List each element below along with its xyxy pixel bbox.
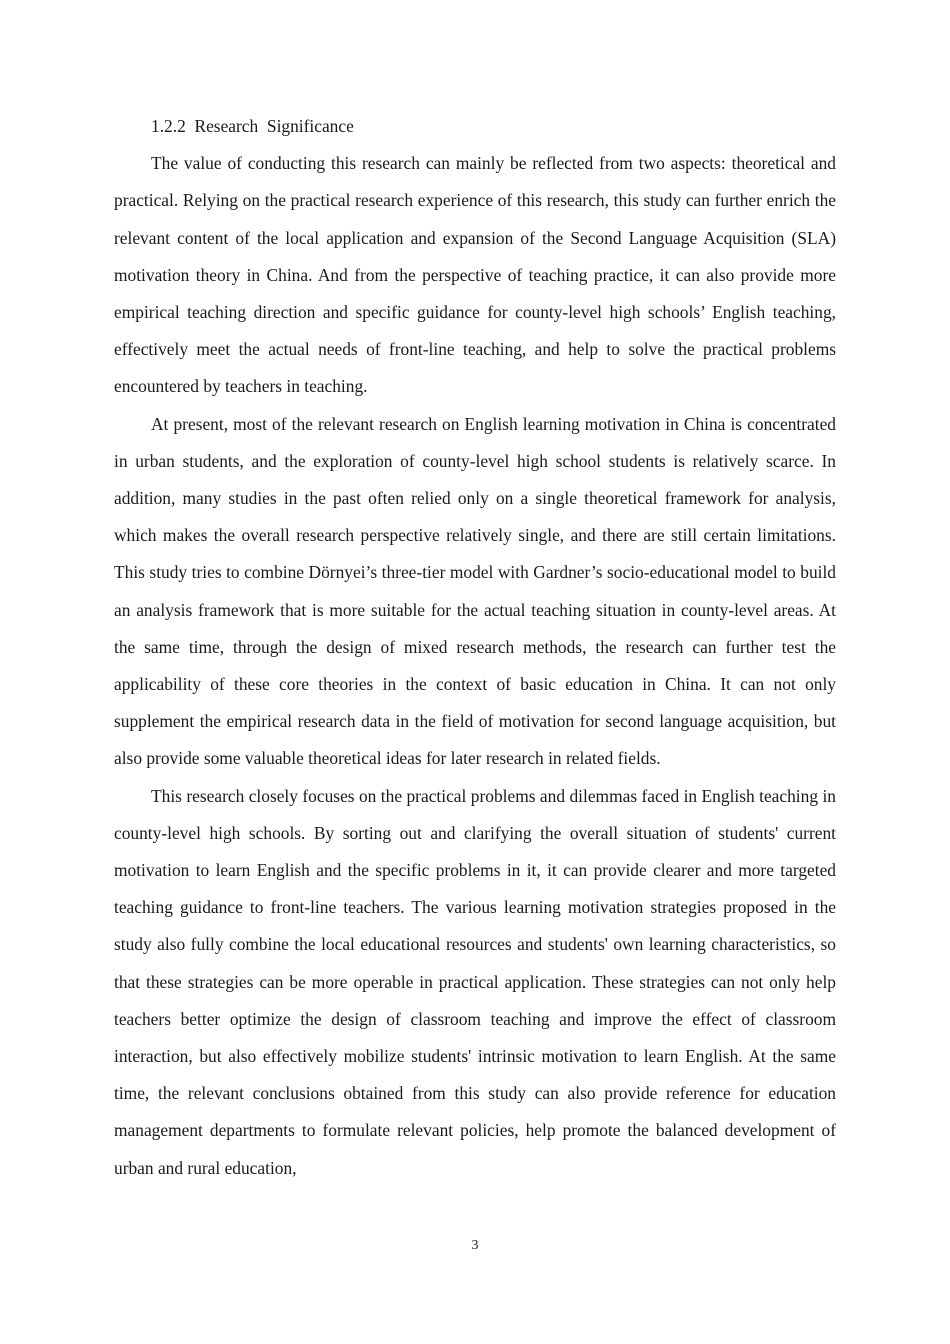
- paragraph-practical-significance: This research closely focuses on the practical problems and dilemmas faced in English teaching in county-level high schools. By sorting out and clarifying the overall situation of students' current motivation to learn English and the specific problems in it, it can provide clearer and more targeted teaching guidance to front-line teachers. The various learning motivation strategies proposed in the study also fully combine the local educational resources and students' own learning characteristics, so that these strategies can be more operable in practical application. These strategies can not only help teachers better optimize the design of classroom teaching and improve the effect of classroom interaction, but also effectively mobilize students' intrinsic motivation to learn English. At the same time, the relevant conclusions obtained from this study can also provide reference for education management departments to formulate relevant policies, help promote the balanced development of urban and rural education,: [114, 785, 836, 1178]
- section-heading: 1.2.2 Research Significance: [151, 116, 354, 136]
- paragraph-theoretical-practical-value: The value of conducting this research can mainly be reflected from two aspects: theoretical and practical. Relying on the practical research experience of this research, this study can further enrich the relevant content of the local application and expansion of the Second Language Acquisition (SLA) motivation theory in China. And from the perspective of teaching practice, it can also provide more empirical teaching direction and specific guidance for county-level high schools’ English teaching, effectively meet the actual needs of front-line teaching, and help to solve the practical problems encountered by teachers in teaching.: [114, 153, 836, 397]
- page-number: 3: [471, 1238, 479, 1253]
- paragraph-theoretical-significance: At present, most of the relevant research on English learning motivation in China is concentrated in urban students, and the exploration of county-level high school students is relatively scarce. In addition, many studies in the past often relied only on a single theoretical framework for analysis, which makes the overall research perspective relatively single, and there are still certain limitations. This study tries to combine Dörnyei’s three-tier model with Gardner’s socio-educational model to build an analysis framework that is more suitable for the actual teaching situation in county-level areas. At the same time, through the design of mixed research methods, the research can further test the applicability of these core theories in the context of basic education in China. It can not only supplement the empirical research data in the field of motivation for second language acquisition, but also provide some valuable theoretical ideas for later research in related fields.: [114, 413, 836, 769]
- page-body: [114, 108, 836, 1187]
